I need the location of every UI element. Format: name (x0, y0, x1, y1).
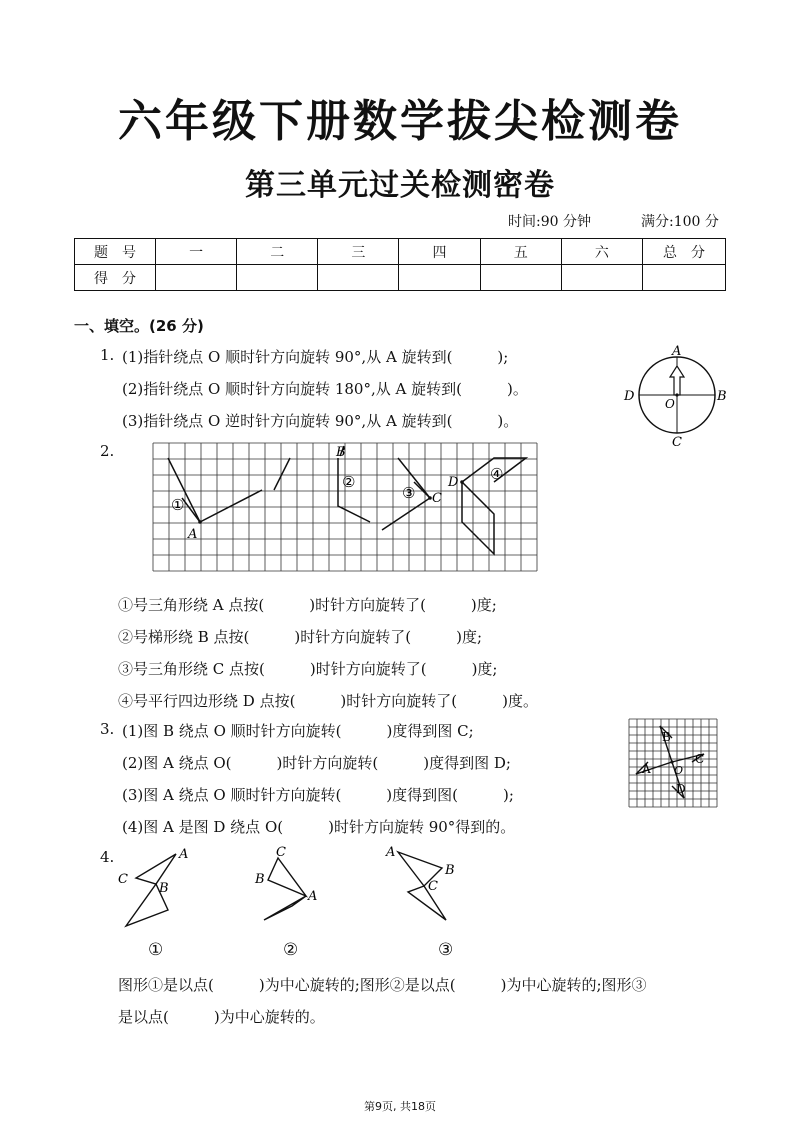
exam-full-score: 满分:100 分 (641, 214, 719, 230)
q4-fig1-label-b: B (159, 881, 169, 896)
q4-fig2-triangle-bottom (264, 896, 306, 920)
question-number: 1. (100, 346, 115, 364)
question-number: 4. (100, 848, 115, 866)
q3-label-o: O (674, 764, 684, 777)
score-input-cell[interactable] (643, 265, 726, 291)
q3-line-4: (4)图 A 是图 D 绕点 O( )时针方向旋转 90°得到的。 (122, 818, 516, 836)
q4-figure-1 (110, 840, 200, 932)
shape1-rotated-edge (274, 458, 290, 490)
q4-answer-line-1: 图形①是以点( )为中心旋转的;图形②是以点( )为中心旋转的;图形③ (118, 976, 647, 994)
score-input-cell[interactable] (156, 265, 237, 291)
dial-label-b: B (717, 389, 727, 404)
q4-fig2-label-b: B (255, 872, 265, 887)
page-subtitle: 第三单元过关检测密卷 (245, 168, 555, 203)
exam-time: 时间:90 分钟 (508, 214, 591, 230)
score-header-cell: 四 (399, 239, 480, 265)
score-header-cell: 总 分 (643, 239, 726, 265)
q2-label-c: C (432, 491, 442, 506)
q4-figure-3 (382, 840, 472, 932)
score-header-cell: 一 (156, 239, 237, 265)
dial-label-o: O (665, 397, 675, 411)
q2-shape-label-4: ④ (490, 465, 504, 483)
q3-label-b: B (662, 730, 671, 744)
dial-center-point (675, 393, 678, 396)
q4-fig3-triangle-bottom (408, 886, 446, 920)
score-input-cell[interactable] (237, 265, 318, 291)
score-table (74, 238, 726, 291)
dial-label-c: C (672, 435, 682, 450)
question-number: 2. (100, 442, 115, 460)
q2-label-a: A (188, 527, 198, 542)
q2-label-b: B (336, 445, 346, 460)
score-header-cell: 二 (237, 239, 318, 265)
q2-shape-label-1: ① (171, 496, 185, 514)
q3-line-2: (2)图 A 绕点 O( )时针方向旋转( )度得到图 D; (122, 754, 511, 772)
q3-grid-figure (628, 718, 720, 810)
dial-label-d: D (624, 389, 635, 404)
q4-figure-3-shapes (398, 852, 446, 920)
q4-fig2-label-c: C (276, 845, 286, 860)
page-footer: 第9页, 共18页 (364, 1100, 436, 1113)
score-header-cell: 题 号 (75, 239, 156, 265)
q3-line-1: (1)图 B 绕点 O 顺时针方向旋转( )度得到图 C; (122, 722, 474, 740)
q4-figure-2 (248, 840, 338, 932)
shape3-edge (414, 482, 430, 498)
score-row-label: 得 分 (75, 265, 156, 291)
question-number: 3. (100, 720, 115, 738)
q4-fig1-triangle-top (136, 854, 176, 884)
score-header-cell: 三 (318, 239, 399, 265)
page-title: 六年级下册数学拔尖检测卷 (118, 96, 682, 147)
q2-label-d: D (448, 475, 459, 490)
q2-shapes (168, 446, 526, 554)
q4-figure-2-shapes (264, 858, 306, 920)
q2-line-2: ②号梯形绕 B 点按( )时针方向旋转了( )度; (118, 628, 483, 646)
score-header-cell: 六 (561, 239, 642, 265)
q4-fig3-label-c: C (428, 879, 438, 894)
q4-answer-line-2: 是以点( )为中心旋转的。 (118, 1008, 325, 1026)
q3-label-a: A (642, 762, 651, 776)
q4-caption-2: ② (283, 940, 299, 960)
q2-line-4: ④号平行四边形绕 D 点按( )时针方向旋转了( )度。 (118, 692, 538, 710)
q2-shape-label-3: ③ (402, 484, 416, 502)
q3-label-c: C (695, 752, 705, 766)
q2-grid-lines (153, 443, 537, 571)
q1-line-2: (2)指针绕点 O 顺时针方向旋转 180°,从 A 旋转到( )。 (122, 380, 528, 398)
q4-fig1-label-a: A (179, 847, 189, 862)
q4-caption-1: ① (148, 940, 164, 960)
q4-fig3-label-b: B (445, 863, 455, 878)
dial-label-a: A (672, 344, 682, 359)
q4-fig1-label-c: C (118, 872, 128, 887)
score-input-cell[interactable] (480, 265, 561, 291)
score-table-header-row (75, 239, 726, 265)
q4-fig2-label-a: A (308, 889, 318, 904)
point-d (460, 480, 464, 484)
section-heading: 一、填空。(26 分) (74, 317, 204, 335)
score-input-cell[interactable] (318, 265, 399, 291)
q1-line-3: (3)指针绕点 O 逆时针方向旋转 90°,从 A 旋转到( )。 (122, 412, 519, 430)
score-table-score-row (75, 265, 726, 291)
score-input-cell[interactable] (399, 265, 480, 291)
q2-grid-figure (152, 442, 555, 580)
q4-caption-3: ③ (438, 940, 454, 960)
q2-shape-label-2: ② (342, 473, 356, 491)
q3-label-d: D (676, 782, 686, 796)
q3-line-3: (3)图 A 绕点 O 顺时针方向旋转( )度得到图( ); (122, 786, 514, 804)
q1-dial-figure (615, 340, 730, 450)
q2-line-3: ③号三角形绕 C 点按( )时针方向旋转了( )度; (118, 660, 498, 678)
point-a (198, 520, 202, 524)
q4-fig2-triangle-top (268, 858, 306, 896)
score-header-cell: 五 (480, 239, 561, 265)
score-input-cell[interactable] (561, 265, 642, 291)
q4-fig3-label-a: A (386, 845, 396, 860)
pointer-arrow-icon (670, 366, 684, 395)
q2-line-1: ①号三角形绕 A 点按( )时针方向旋转了( )度; (118, 596, 497, 614)
q1-line-1: (1)指针绕点 O 顺时针方向旋转 90°,从 A 旋转到( ); (122, 348, 509, 366)
